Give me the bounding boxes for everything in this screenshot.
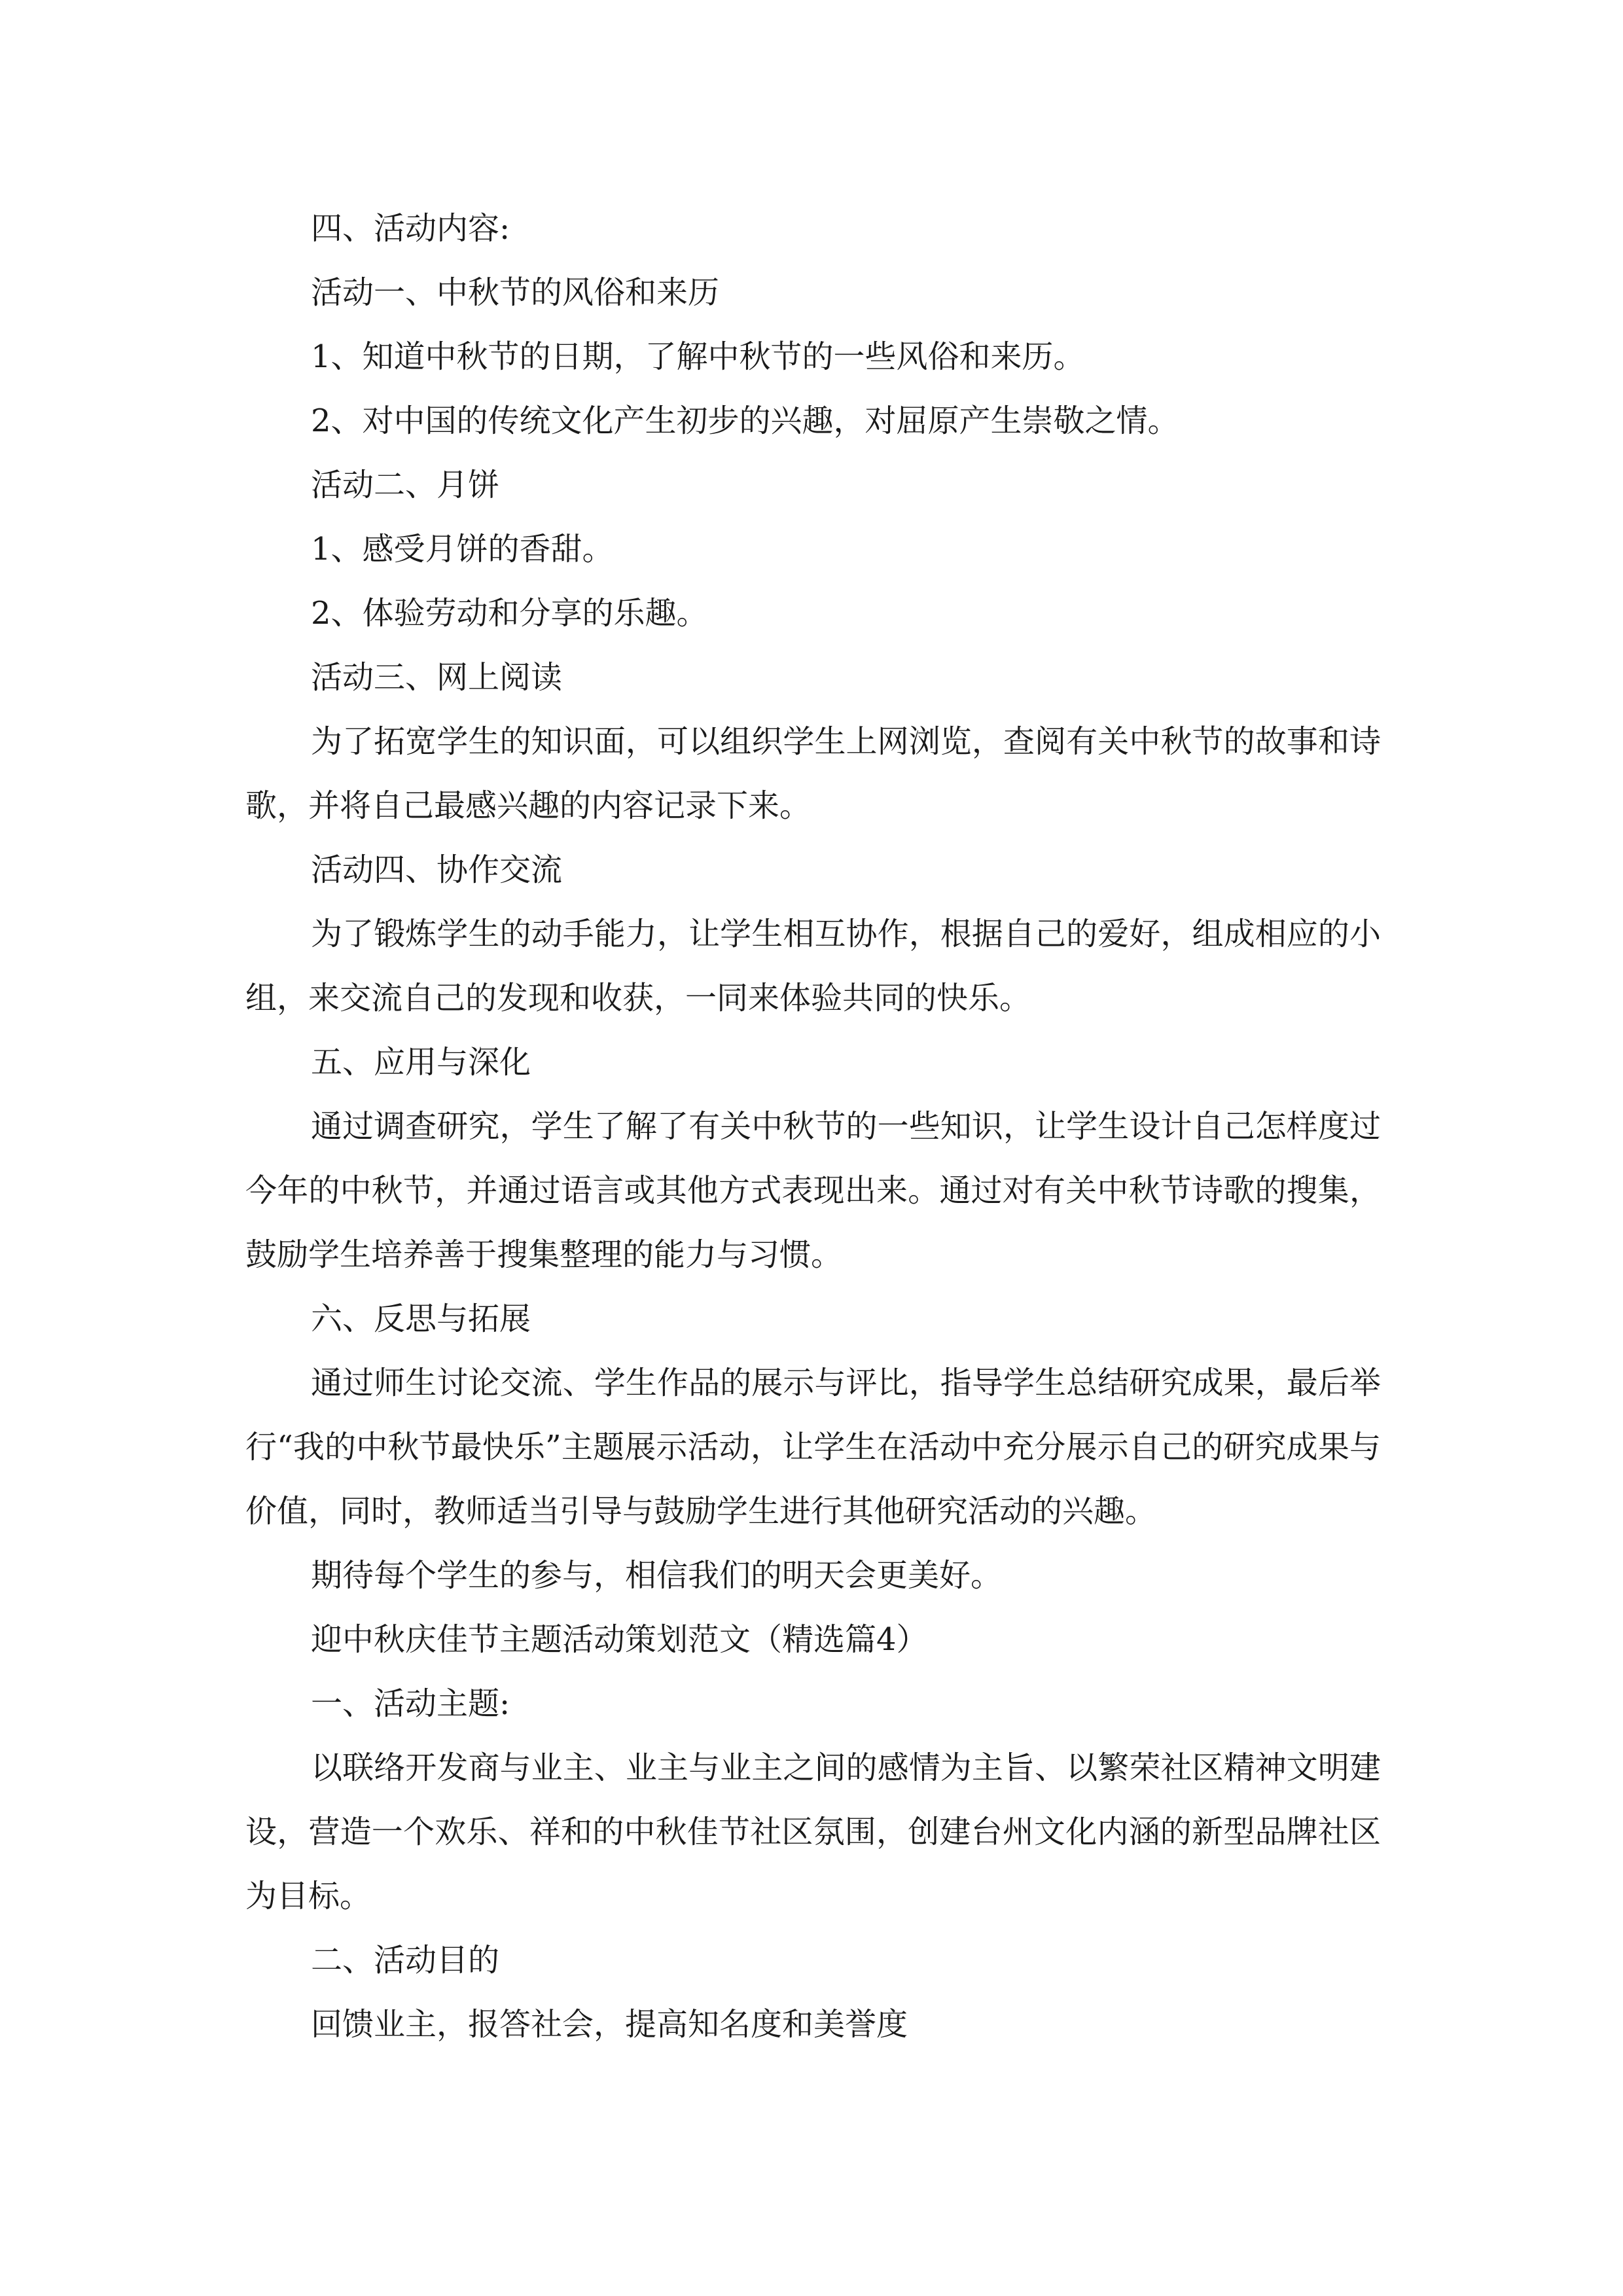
- reflection-body: 通过师生讨论交流、学生作品的展示与评比，指导学生总结研究成果，最后举行“我的中秋节最快乐”主题展示活动，让学生在活动中充分展示自己的研究成果与价值，同时，教师适当引导与鼓励学生进行其他研究活动的兴趣。: [245, 1365, 1381, 1530]
- section-heading-theme: 一、活动主题:: [311, 1685, 510, 1722]
- activity-four-body: 为了锻炼学生的动手能力，让学生相互协作，根据自己的爱好，组成相应的小组，来交流自己的发现和收获，一同来体验共同的快乐。: [245, 916, 1381, 1016]
- purpose-body: 回馈业主，报答社会，提高知名度和美誉度: [311, 2006, 908, 2043]
- closing-remark: 期待每个学生的参与，相信我们的明天会更美好。: [311, 1557, 1003, 1594]
- activity-two-item-1: 1、感受月饼的香甜。: [311, 531, 614, 567]
- activity-three-title: 活动三、网上阅读: [311, 659, 563, 696]
- article-title: 迎中秋庆佳节主题活动策划范文（精选篇4）: [311, 1621, 928, 1658]
- section-heading-purpose: 二、活动目的: [311, 1942, 500, 1979]
- theme-body: 以联络开发商与业主、业主与业主之间的感情为主旨、以繁荣社区精神文明建设，营造一个欢乐、祥和的中秋佳节社区氛围，创建台州文化内涵的新型品牌社区为目标。: [245, 1749, 1381, 1914]
- section-heading-activity-content: 四、活动内容:: [311, 210, 510, 247]
- activity-one-item-2: 2、对中国的传统文化产生初步的兴趣，对屈原产生崇敬之情。: [311, 403, 1179, 439]
- application-body: 通过调查研究，学生了解了有关中秋节的一些知识，让学生设计自己怎样度过今年的中秋节，并通过语言或其他方式表现出来。通过对有关中秋节诗歌的搜集，鼓励学生培养善于搜集整理的能力与习惯。: [245, 1108, 1381, 1273]
- section-heading-reflection: 六、反思与拓展: [311, 1300, 531, 1337]
- activity-two-item-2: 2、体验劳动和分享的乐趣。: [311, 595, 708, 632]
- activity-one-item-1: 1、知道中秋节的日期，了解中秋节的一些风俗和来历。: [311, 338, 1085, 375]
- activity-one-title: 活动一、中秋节的风俗和来历: [311, 274, 720, 311]
- section-heading-application: 五、应用与深化: [311, 1044, 531, 1081]
- document-body: [245, 196, 1381, 2056]
- activity-two-title: 活动二、月饼: [311, 467, 500, 503]
- activity-four-title: 活动四、协作交流: [311, 852, 563, 888]
- activity-three-body: 为了拓宽学生的知识面，可以组织学生上网浏览，查阅有关中秋节的故事和诗歌，并将自己最感兴趣的内容记录下来。: [245, 723, 1381, 824]
